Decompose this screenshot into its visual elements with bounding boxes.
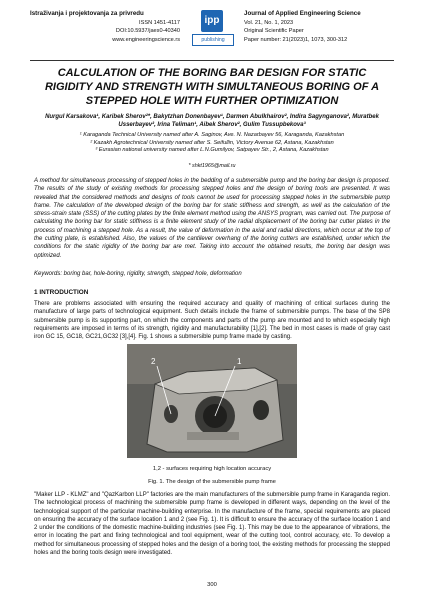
intro-paragraph-1: There are problems associated with ensuring the required accuracy and quality of machining of critical surfaces during the manufacture of large parts of technological equipment. Such details include the frame of submersible pumps. The base of the SP8 submersible pump is its supporting part, on which the components and parts of the pump are mounted and to which especially high requirements are imposed in terms of its strength, rigidity and manufacturability [1],[2]. The bed in most cases is made of gray cast iron GC 15, GC18, GC21,GC32 [3],[4]. Fig. 1 shows a submersible pump frame made by casting.	[34, 301, 390, 341]
pump-frame-photo	[127, 344, 297, 458]
affiliations	[40, 132, 384, 155]
callout-2: 2	[151, 357, 156, 366]
paper-number: Paper number: 21(2023)1, 1073, 300-312	[244, 36, 348, 43]
affiliation-2: ² Kazakh Agrotechnical University named after S. Seifullin, Victory Avenue 62, Astana, Kazakhstan	[90, 139, 334, 146]
journal-local-title: Istraživanja i projektovanja za privredu	[30, 10, 144, 17]
journal-header	[30, 10, 394, 60]
author-list: Nurgul Karsakova¹, Karibek Sherov²*, Bakytzhan Donenbayev¹, Darmen Abulkhairov², Indira Sagynganova², Muratbek Usserbayev², Irina Teliman¹, Aibek Sherov², Gulim Tussupbekova³	[45, 114, 379, 129]
paper-type: Original Scientific Paper	[244, 28, 304, 35]
logo-label: publishing	[192, 34, 234, 46]
page-number: 300	[207, 582, 217, 588]
corresponding-email: * shkt1965@mail.ru	[188, 163, 236, 169]
figure-subcaption: 1,2 - surfaces requiring high location accuracy	[152, 466, 272, 472]
header-rule	[30, 60, 394, 61]
journal-title: Journal of Applied Engineering Science	[244, 10, 361, 17]
abstract: A method for simultaneous processing of stepped holes in the bedding of a submersible pump and the boring bar design is proposed. The results of the study of existing methods for processing stepped holes and the design of boring tools are presented. It was revealed that the considered methods and designs of tools cannot be used for processing stepped holes in the submersible pump frame. The calculation of the developed design of the boring bar for static stiffness and strength, as well as the calculation of the stress-strain state (SSS) of the cutting plates by the finite element method using the ANSYS program, was carried out. The purpose of calculating the boring bar for static stiffness is a finite element study of the radial displacement of the boring bar cutter plates in the process of machining a stepped hole. As a result, the value of deformation in the axial and radial directions, which occur at the top of the cutting plate, is established. Also, the values of the cantilever overhang of the boring cutters are established, under which the conditions for the static rigidity of the boring bar are met. Taking into account the obtained results, the boring bar design was optimized.	[34, 178, 390, 259]
website: www.engineeringscience.rs	[112, 36, 180, 43]
keywords: Keywords: boring bar, hole-boring, rigidity, strength, stepped hole, deformation	[34, 271, 242, 277]
volume: Vol. 21, No. 1, 2023	[244, 19, 294, 26]
logo-mark: ipp	[201, 10, 223, 32]
callout-1: 1	[237, 357, 242, 366]
affiliation-1: ¹ Karaganda Technical University named after A. Saginov, Ave. N. Nazarbayev 56, Karaganda, Kazakhstan	[79, 132, 345, 138]
header-left	[30, 10, 180, 44]
issn: ISSN 1451-4117	[139, 19, 180, 26]
intro-paragraph-2: "Maker LLP - KLMZ" and "QazKarbon LLP" factories are the main manufacturers of the submersible pump frame in Karaganda region. The technological process of machining the submersible pump frame is developed in different ways, depending on the level of the technological support of the particular machine-building enterprise. In the manufacture of the frame, special requirements are placed on ensuring the accuracy of the surface location 1 and 2 (see Fig. 1). It is difficult to ensure the accuracy of the surface location 1 and 2 under the conditions of the domestic machine-building industries (see Fig. 1). This may be due to the appearance of vibrations, the error in locating the part and fixing technological and tool equipment, wear of the cutting tool, control accuracy, etc. To develop a method for simultaneous processing of stepped holes and the design of a boring tool, the existing methods for processing the stepped holes and the boring tools design were investigated.	[34, 492, 390, 557]
section-heading: 1 INTRODUCTION	[34, 289, 89, 296]
pump-frame-illustration	[127, 344, 297, 458]
ipp-logo	[197, 10, 227, 54]
paper-title: CALCULATION OF THE BORING BAR DESIGN FOR STATIC RIGIDITY AND STRENGTH WITH SIMULTANEOUS BORING OF A STEPPED HOLE WITH FURTHER OPTIMIZATION	[44, 67, 380, 107]
figure-caption: Fig. 1. The design of the submersible pump frame	[148, 479, 276, 485]
header-right	[244, 10, 394, 44]
affiliation-3: ³ Eurasian national university named after L.N.Gumilyov, Satpayev Str., 2, Astana, Kazakhstan	[95, 147, 329, 154]
doi: DOI:10.5937/jaes0-40340	[115, 28, 180, 35]
